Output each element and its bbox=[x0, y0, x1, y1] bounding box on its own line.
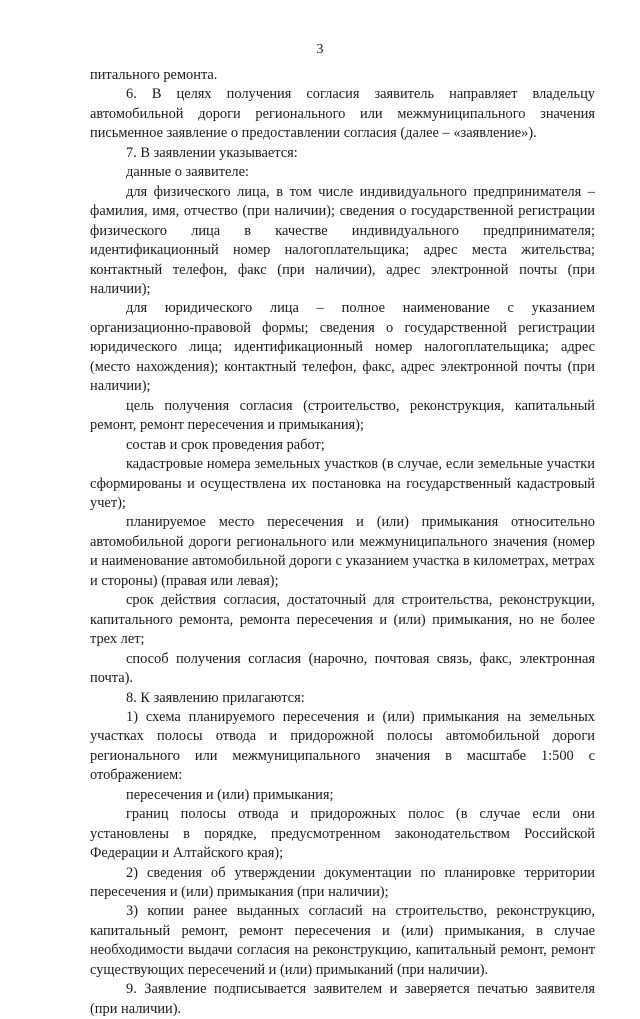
paragraph-item-9: 9. Заявление подписывается заявителем и заверяется печатью заявителя (при наличии). bbox=[90, 981, 595, 1017]
paragraph-cadastral: кадастровые номера земельных участков (в случае, если земельные участки сформированы и осуществлена их постановка на государственный кадастровый учет); bbox=[90, 456, 595, 511]
paragraph-validity: срок действия согласия, достаточный для строительства, реконструкции, капитального ремонта, ремонта пересечения и (или) примыкания, но не более трех лет; bbox=[90, 592, 595, 648]
paragraph-item-6: 6. В целях получения согласия заявитель направляет владельцу автомобильной дороги регионального или межмуниципального значения письменное заявление о предоставлении согласия (далее – «заявление»). bbox=[90, 86, 595, 142]
paragraph-delivery-method: способ получения согласия (нарочно, почтовая связь, факс, электронная почта). bbox=[90, 650, 595, 687]
paragraph-item-8: 8. К заявлению прилагаются: bbox=[126, 689, 305, 706]
paragraph-scheme: 1) схема планируемого пересечения и (или) примыкания на земельных участках полосы отвода и придорожной полосы автомобильной дороги регионального или межмуниципального значения в масштабе 1:500 с отображением: bbox=[90, 708, 595, 784]
page-number: 3 bbox=[316, 42, 324, 57]
paragraph-location: планируемое место пересечения и (или) примыкания относительно автомобильной дороги регионального или межмуниципального значения (номер и наименование автомобильной дороги с указанием участка в километрах, метрах и стороны) (правая или левая); bbox=[90, 514, 595, 589]
document-body bbox=[90, 66, 595, 1019]
paragraph-applicant-data: данные о заявителе: bbox=[126, 164, 249, 181]
paragraph-individual: для физического лица, в том числе индивидуального предпринимателя – фамилия, имя, отчество (при наличии); сведения о государственной регистрации физического лица в качестве индивидуального предпринимателя; идентификационный номер налогоплательщика; адрес места жительства; контактный телефон, факс (при наличии), адрес электронной почты (при наличии); bbox=[90, 183, 595, 297]
paragraph-continuation: питального ремонта. bbox=[90, 67, 218, 83]
paragraph-item-7: 7. В заявлении указывается: bbox=[126, 144, 298, 161]
paragraph-legal-entity: для юридического лица – полное наименование с указанием организационно-правовой формы; сведения о государственной регистрации юридического лица; идентификационный номер налогоплательщика; адрес (место нахождения); контактный телефон, факс, адрес электронной почты (при наличии); bbox=[90, 300, 595, 395]
paragraph-crossings: пересечения и (или) примыкания; bbox=[126, 786, 334, 803]
paragraph-planning-docs: 2) сведения об утверждении документации по планировке территории пересечения и (или) примыкания (при наличии); bbox=[90, 864, 595, 901]
paragraph-previous-consents: 3) копии ранее выданных согласий на строительство, реконструкцию, капитальный ремонт, ремонт пересечения и (или) примыкания, в случае необходимости выдачи согласия на реконструкцию, капитальный ремонт, ремонт существующих пересечений и (или) примыканий (при наличии). bbox=[90, 903, 595, 978]
paragraph-purpose: цель получения согласия (строительство, реконструкция, капитальный ремонт, ремонт пересечения и примыкания); bbox=[90, 397, 595, 434]
paragraph-boundaries: границ полосы отвода и придорожных полос (в случае если они установлены в порядке, предусмотренном законодательством Российской Федерации и Алтайского края); bbox=[90, 806, 595, 862]
paragraph-work-scope: состав и срок проведения работ; bbox=[126, 436, 325, 453]
